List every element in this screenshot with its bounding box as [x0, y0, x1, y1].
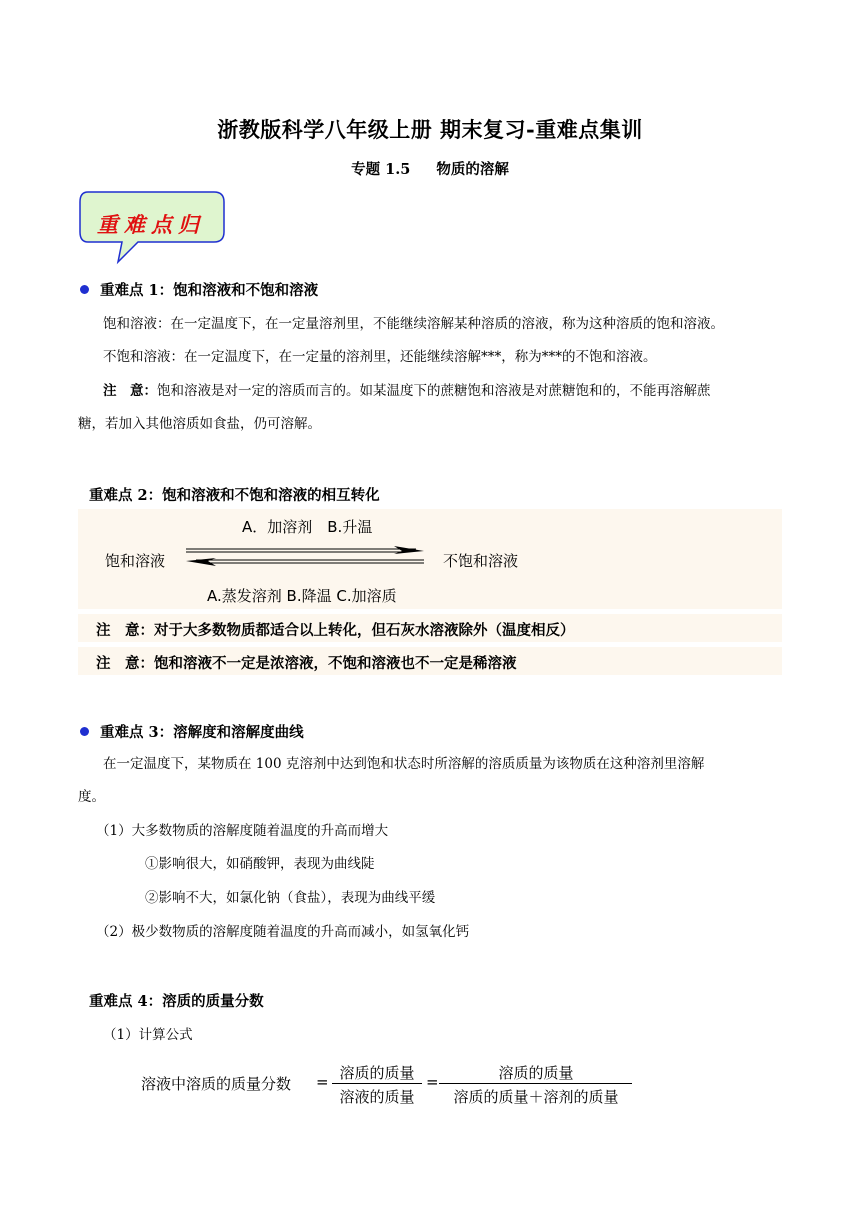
topic-number: 专题 1.5	[351, 161, 411, 178]
section3-item1: （1）大多数物质的溶解度随着温度的升高而增大	[96, 823, 389, 839]
note-label: 注 意：	[103, 383, 157, 399]
fraction1-denominator: 溶液的质量	[339, 1088, 415, 1106]
section3-item1b: ②影响不大，如氯化钠（食盐），表现为曲线平缓	[145, 890, 436, 906]
fraction1-numerator: 溶质的质量	[339, 1064, 415, 1082]
formula-equals-2: =	[426, 1073, 439, 1091]
callout-label: 重难点归	[97, 212, 205, 237]
section4-item1: （1）计算公式	[103, 1027, 193, 1043]
diagram-bottom-label: A.蒸发溶剂 B.降温 C.加溶质	[207, 587, 397, 605]
diagram-left-label: 饱和溶液	[105, 552, 166, 570]
section2-heading: 重难点 2：饱和溶液和不饱和溶液的相互转化	[89, 487, 380, 504]
fraction1-bar	[332, 1083, 422, 1084]
section2-note2: 注 意：饱和溶液不一定是浓溶液，不饱和溶液也不一定是稀溶液	[96, 655, 517, 672]
bullet-dot-icon	[80, 285, 89, 294]
diagram-top-label: A．加溶剂 B.升温	[242, 518, 373, 536]
section1-para2: 不饱和溶液：在一定温度下，在一定量的溶剂里，还能继续溶解***，称为***的不饱和溶液。	[103, 349, 657, 365]
diagram-right-label: 不饱和溶液	[443, 552, 519, 570]
section3-para-line2: 度。	[78, 789, 105, 805]
section2-note1: 注 意：对于大多数物质都适合以上转化，但石灰水溶液除外（温度相反）	[96, 622, 575, 639]
section3-heading: 重难点 3：溶解度和溶解度曲线	[100, 724, 304, 741]
page-title: 浙教版科学八年级上册 期末复习-重难点集训	[217, 117, 643, 142]
formula-equals-1: =	[316, 1073, 329, 1091]
double-arrow-icon	[180, 541, 430, 571]
fraction2-bar	[439, 1083, 632, 1084]
section1-heading: 重难点 1：饱和溶液和不饱和溶液	[100, 282, 319, 299]
section4-heading: 重难点 4：溶质的质量分数	[89, 993, 264, 1010]
note-text: 饱和溶液是对一定的溶质而言的。如某温度下的蔗糖饱和溶液是对蔗糖饱和的，不能再溶解蔗	[157, 383, 711, 399]
topic-name: 物质的溶解	[436, 161, 509, 178]
page-subtitle	[0, 158, 860, 179]
section1-para1: 饱和溶液：在一定温度下，在一定量溶剂里，不能继续溶解某种溶质的溶液，称为这种溶质的饱和溶液。	[103, 316, 724, 332]
section3-para-line1: 在一定温度下，某物质在 100 克溶剂中达到饱和状态时所溶解的溶质质量为该物质在这种溶剂里溶解	[103, 756, 705, 772]
fraction2-denominator: 溶质的质量＋溶剂的质量	[453, 1088, 619, 1106]
section1-note-line1	[103, 381, 711, 401]
bullet-dot-icon	[80, 727, 89, 736]
formula-lhs: 溶液中溶质的质量分数	[141, 1075, 292, 1093]
key-points-callout	[78, 190, 228, 268]
section1-note-line2: 糖，若加入其他溶质如食盐，仍可溶解。	[78, 416, 321, 432]
section3-item2: （2）极少数物质的溶解度随着温度的升高而减小，如氢氧化钙	[96, 924, 470, 940]
fraction2-numerator: 溶质的质量	[498, 1064, 574, 1082]
section3-item1a: ①影响很大，如硝酸钾，表现为曲线陡	[145, 856, 375, 872]
